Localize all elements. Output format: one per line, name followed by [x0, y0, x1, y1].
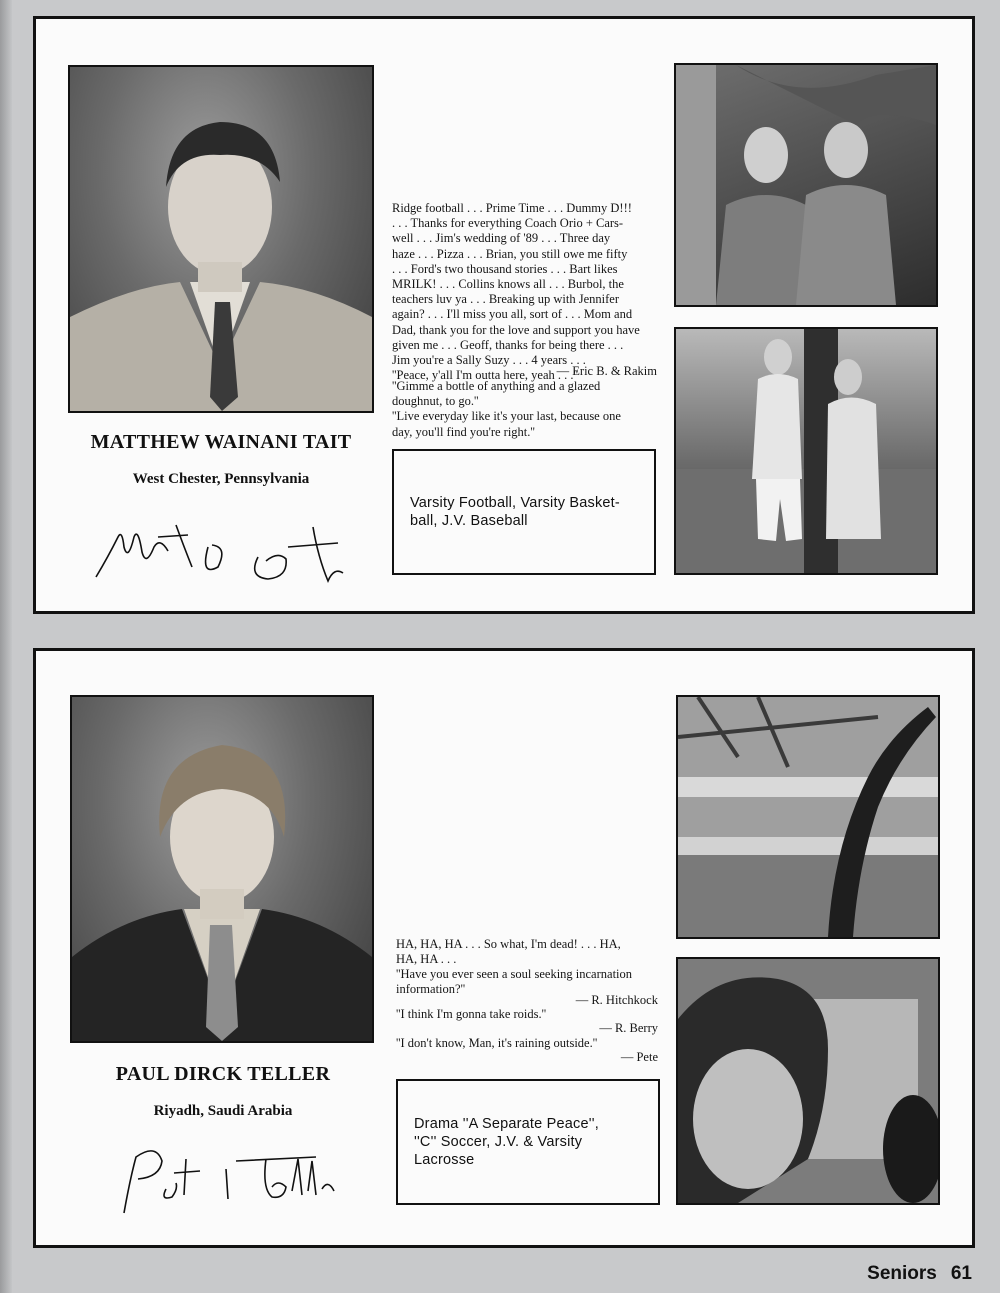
candid-photo-2	[676, 957, 940, 1205]
senior-quote: Ridge football . . . Prime Time . . . Dummy D!!! . . . Thanks for everything Coach Orio + Cars- well . . . Jim's wedding of '89 . . . Three day haze . . . Pizza . . . Brian, you still owe me fifty . . . Ford's two thousand stories . . . Bart likes MRILK! . . . Collins knows all . . . Burbol, the teachers luv ya . . . Breaking up with Jennifer again? . . . I'll miss you all, sort of . . . Mom and Dad, thank you for the love and support you have given me . . . Geoff, thanks for being there . . . Jim you're a Sally Suzy . . . 4 years . . . ''Peace, y'all I'm outta here, yeah . . .''	[392, 201, 640, 383]
senior-hometown: Riyadh, Saudi Arabia	[153, 1103, 293, 1119]
activities-text: Drama ''A Separate Peace'', ''C'' Soccer, J.V. & Varsity Lacrosse	[414, 1116, 599, 1168]
signature-tait	[88, 507, 358, 587]
activities-box	[392, 449, 656, 575]
candid-photo-1	[674, 63, 938, 307]
senior-panel-teller	[33, 648, 975, 1248]
senior-quote-2: ''Gimme a bottle of anything and a glazed doughnut, to go.'' ''Live everyday like it's your last, because one day, you'll find you're right.''	[392, 379, 621, 439]
quote-attribution: — Eric B. & Rakim	[556, 364, 657, 378]
candid-photo-2	[674, 327, 938, 575]
portrait-photo	[68, 65, 374, 413]
page-number: 61	[950, 1263, 972, 1284]
senior-hometown: West Chester, Pennsylvania	[132, 471, 310, 487]
activities-box	[396, 1079, 660, 1205]
senior-quote: ''Have you ever seen a soul seeking incarnation information?''	[396, 967, 633, 997]
senior-quote: HA, HA, HA . . . So what, I'm dead! . . . HA, HA, HA . . .	[396, 937, 621, 967]
section-label: Seniors	[867, 1263, 937, 1284]
quote-attribution: — R. Berry	[599, 1021, 658, 1035]
quote-attribution: — R. Hitchkock	[575, 993, 658, 1007]
portrait-photo	[70, 695, 374, 1043]
senior-quote: ''I think I'm gonna take roids.''	[396, 1007, 547, 1021]
candid-photo-1	[676, 695, 940, 939]
activities-text: Varsity Football, Varsity Basket- ball, J.V. Baseball	[410, 495, 620, 529]
signature-teller	[116, 1139, 346, 1219]
senior-name: MATTHEW WAINANI TAIT	[90, 431, 352, 453]
senior-quote: ''I don't know, Man, it's raining outside.''	[396, 1036, 598, 1050]
binding-edge	[0, 0, 12, 1293]
quote-attribution: — Pete	[620, 1050, 658, 1064]
senior-name: PAUL DIRCK TELLER	[115, 1063, 331, 1085]
senior-panel-tait	[33, 16, 975, 614]
page-footer	[867, 1263, 972, 1285]
